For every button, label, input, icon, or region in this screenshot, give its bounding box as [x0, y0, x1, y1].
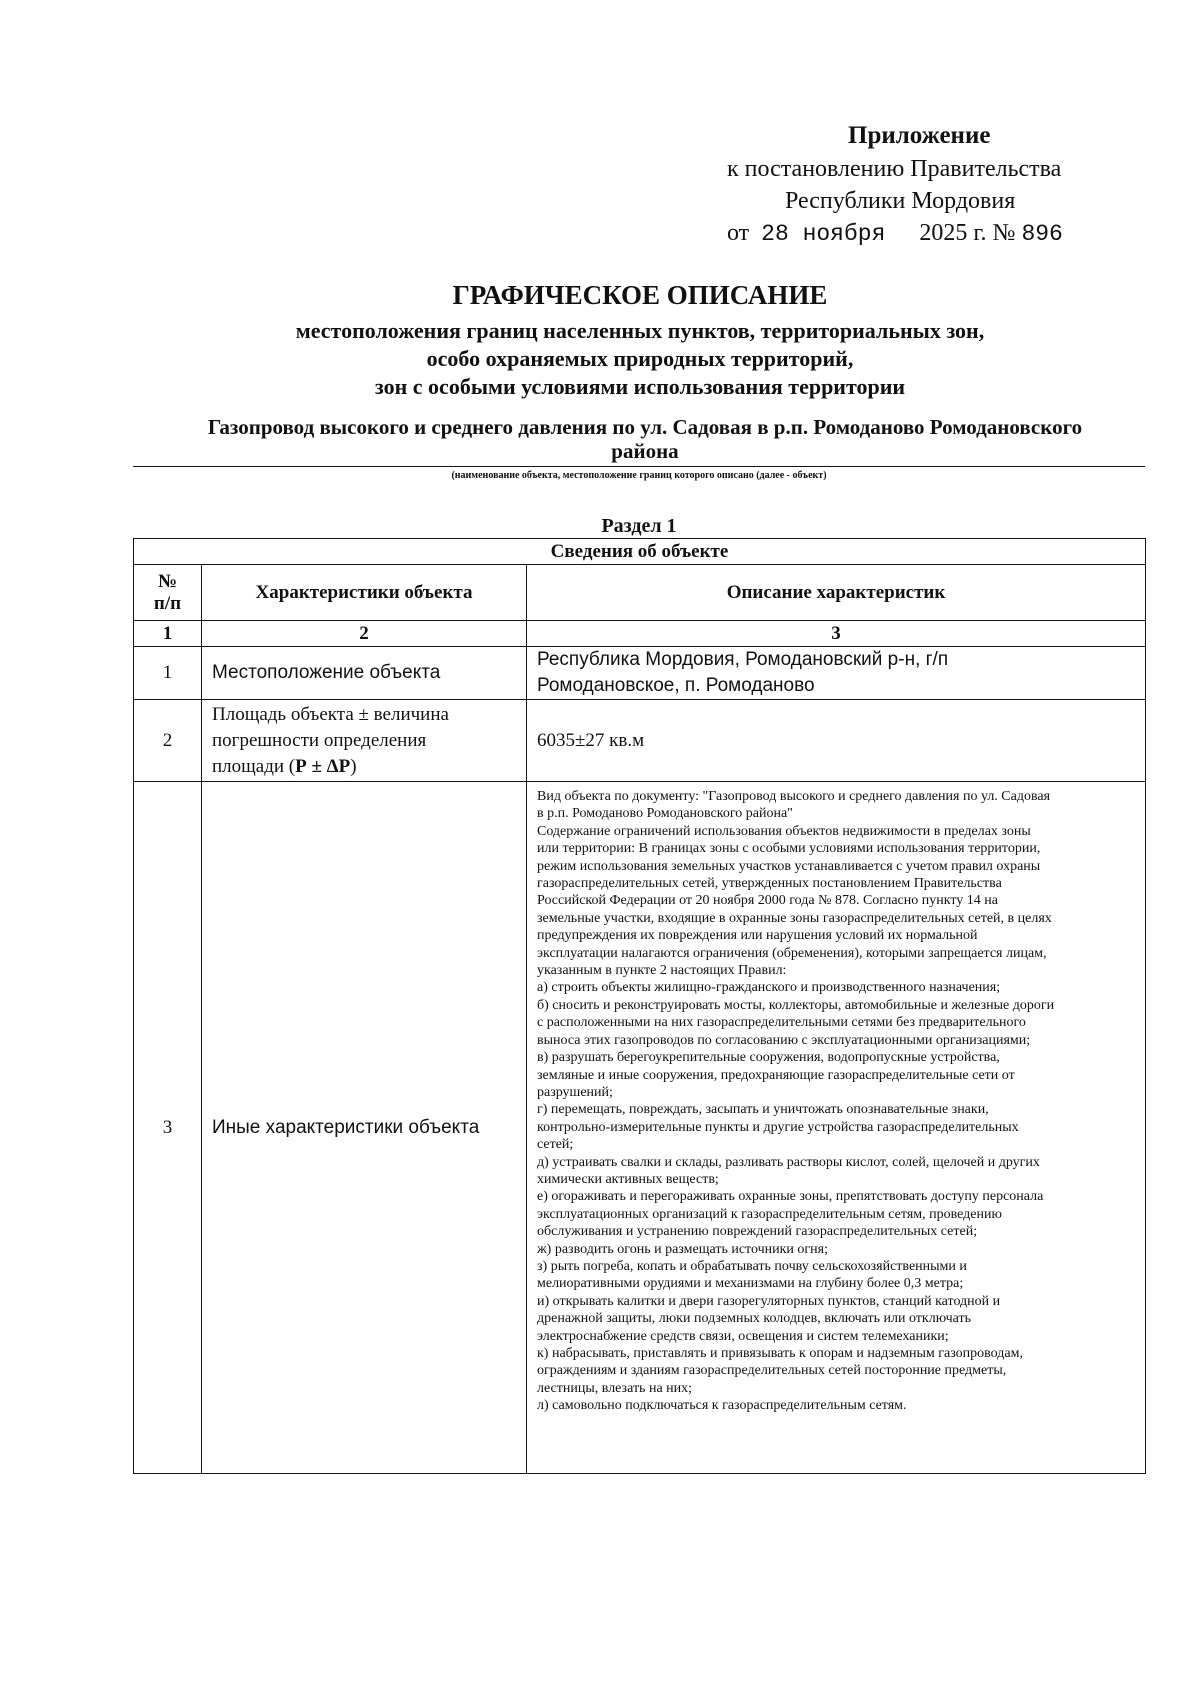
restriction-text-line: эксплуатационных организаций к газораспределительным сетям, проведению: [537, 1206, 1002, 1222]
restriction-text-line: дренажной защиты, люки подземных колодцев, включать или отключать: [537, 1311, 972, 1327]
row-value-line: Ромодановское, п. Ромоданово: [537, 675, 815, 696]
restriction-text-line: лестницы, влезать на них;: [537, 1380, 693, 1396]
restriction-text-line: земляные и иные сооружения, предохраняющие газораспределительные сети от: [537, 1067, 1015, 1083]
row-number: 1: [134, 647, 202, 700]
restriction-text-line: с расположенными на них газораспределительными сетями без предварительного: [537, 1015, 1026, 1031]
date-value: 28 ноября: [761, 221, 886, 247]
appendix-date-line: [727, 220, 1063, 247]
row-label: [202, 700, 527, 782]
restriction-text-line: в) разрушать берегоукрепительные сооружения, водопропускные устройства,: [537, 1050, 1000, 1066]
restriction-text-line: сетей;: [537, 1137, 574, 1153]
table-header-row: [134, 565, 1146, 621]
restriction-text-line: ограждениям и зданиям газораспределительных сетей посторонние предметы,: [537, 1363, 1007, 1379]
restriction-text-line: мелиоративными орудиями и механизмами на глубину более 0,3 метра;: [537, 1276, 964, 1292]
restriction-text-line: Содержание ограничений использования объектов недвижимости в пределах зоны: [537, 823, 1031, 839]
header-num-line: №: [157, 570, 178, 592]
row-number: 3: [134, 782, 202, 1474]
row-label: Иные характеристики объекта: [202, 782, 527, 1474]
document-number: 896: [1021, 221, 1063, 247]
column-numbers-row: [134, 621, 1146, 647]
column-number: 1: [134, 621, 202, 647]
restriction-text-line: химически активных веществ;: [537, 1171, 719, 1187]
restriction-text-line: к) набрасывать, приставлять и привязывать к опорам и надземным газопроводам,: [537, 1346, 1023, 1361]
date-prefix: от: [727, 220, 750, 246]
object-name-line: Газопровод высокого и среднего давления по ул. Садовая в р.п. Ромоданово Ромодановского: [207, 415, 1083, 439]
table-caption-row: [134, 539, 1146, 565]
restriction-text-line: а) строить объекты жилищно-гражданского и производственного назначения;: [537, 980, 1001, 996]
restriction-text-line: л) самовольно подключаться к газораспределительным сетям.: [537, 1398, 907, 1414]
restriction-text-line: е) огораживать и перегораживать охранные зоны, препятствовать доступу персонала: [537, 1189, 1044, 1205]
table-row: [134, 647, 1146, 700]
section-title: Раздел 1: [601, 515, 677, 537]
row-value-line: Республика Мордовия, Ромодановский р-н, г/п: [537, 649, 949, 670]
row-number: 2: [134, 700, 202, 782]
restriction-text-line: и) открывать калитки и двери газорегуляторных пунктов, станций катодной и: [537, 1293, 1001, 1309]
appendix-line-1: к постановлению Правительства: [727, 156, 1062, 182]
restriction-text-line: Вид объекта по документу: "Газопровод высокого и среднего давления по ул. Садовая: [537, 789, 1051, 804]
row-label-line: Площадь объекта ± величина: [212, 703, 449, 725]
label-text: площади (: [212, 755, 296, 777]
column-number: 2: [202, 621, 527, 647]
table-caption: Сведения об объекте: [134, 539, 1146, 565]
row-label-line: погрешности определения: [212, 729, 427, 751]
subtitle-line: местоположения границ населенных пунктов, территориальных зон,: [295, 318, 985, 343]
appendix-title: Приложение: [848, 122, 991, 149]
restriction-text-line: обслуживания и устранению повреждений газораспределительных сетей;: [537, 1224, 978, 1240]
restriction-text-line: земельные участки, входящие в охранные зоны газораспределительных сетей, в целях: [537, 910, 1052, 926]
row-label: Местоположение объекта: [202, 647, 527, 700]
object-name-underline: [133, 466, 1145, 467]
restriction-text-line: в р.п. Ромоданово Ромодановского района": [537, 806, 793, 822]
column-number: 3: [527, 621, 1146, 647]
table-row: [134, 782, 1146, 1474]
object-name-line: района: [611, 439, 679, 463]
restriction-text-line: б) сносить и реконструировать мосты, коллекторы, автомобильные и железные дороги: [537, 997, 1055, 1013]
restriction-text-line: Российской Федерации от 20 ноября 2000 года № 878. Согласно пункту 14 на: [537, 893, 998, 909]
restriction-text-line: режим использования земельных участков устанавливается с учетом правил охраны: [537, 858, 1041, 874]
restriction-text-line: электроснабжение средств связи, освещения и систем телемеханики;: [537, 1328, 949, 1344]
table-row: [134, 700, 1146, 782]
header-characteristics: Характеристики объекта: [202, 565, 527, 621]
subtitle-line: особо охраняемых природных территорий,: [426, 346, 854, 371]
restriction-text-line: г) перемещать, повреждать, засыпать и уничтожать опознавательные знаки,: [537, 1102, 989, 1118]
row-value: 6035±27 кв.м: [527, 700, 1146, 782]
header-num-line: п/п: [153, 592, 182, 614]
subtitle-line: зон с особыми условиями использования территории: [374, 374, 906, 399]
restriction-text-line: разрушений;: [537, 1084, 613, 1100]
restriction-text-line: ж) разводить огонь и размещать источники огня;: [537, 1241, 828, 1257]
header-description: Описание характеристик: [527, 565, 1146, 621]
restriction-text-line: предупреждения их повреждения или нарушения условий их нормальной: [537, 928, 978, 944]
header-num: [134, 565, 202, 621]
restriction-text-line: эксплуатации налагаются ограничения (обременения), которыми запрещается лицам,: [537, 945, 1047, 961]
year-label: 2025 г. №: [919, 220, 1016, 246]
object-name: [150, 415, 1140, 463]
row-value: [527, 647, 1146, 700]
document-title: ГРАФИЧЕСКОЕ ОПИСАНИЕ: [452, 280, 828, 310]
row-label-line: [212, 754, 526, 780]
label-formula: Р ± ΔР: [295, 755, 351, 777]
restriction-text-line: газораспределительных сетей, утвержденных постановлением Правительства: [537, 876, 1002, 892]
restriction-text-line: указанным в пункте 2 настоящих Правил:: [537, 963, 787, 979]
restriction-text-line: выноса этих газопроводов по согласованию с эксплуатационными организациями;: [537, 1032, 1031, 1048]
object-caption: (наименование объекта, местоположение границ которого описано (далее - объект): [451, 470, 827, 481]
label-text: ): [350, 755, 357, 777]
restriction-text-line: д) устраивать свалки и склады, разливать растворы кислот, солей, щелочей и других: [537, 1154, 1040, 1170]
restriction-text-line: контрольно-измерительные пункты и другие устройства газораспределительных: [537, 1119, 1019, 1135]
appendix-line-2: Республики Мордовия: [785, 188, 1016, 214]
object-info-table: [133, 538, 1146, 1474]
restriction-text-line: з) рыть погреба, копать и обрабатывать почву сельскохозяйственными и: [537, 1258, 967, 1274]
restrictions-text: [527, 782, 1146, 1474]
restriction-text-line: или территории: В границах зоны с особыми условиями использования территории,: [537, 841, 1041, 857]
